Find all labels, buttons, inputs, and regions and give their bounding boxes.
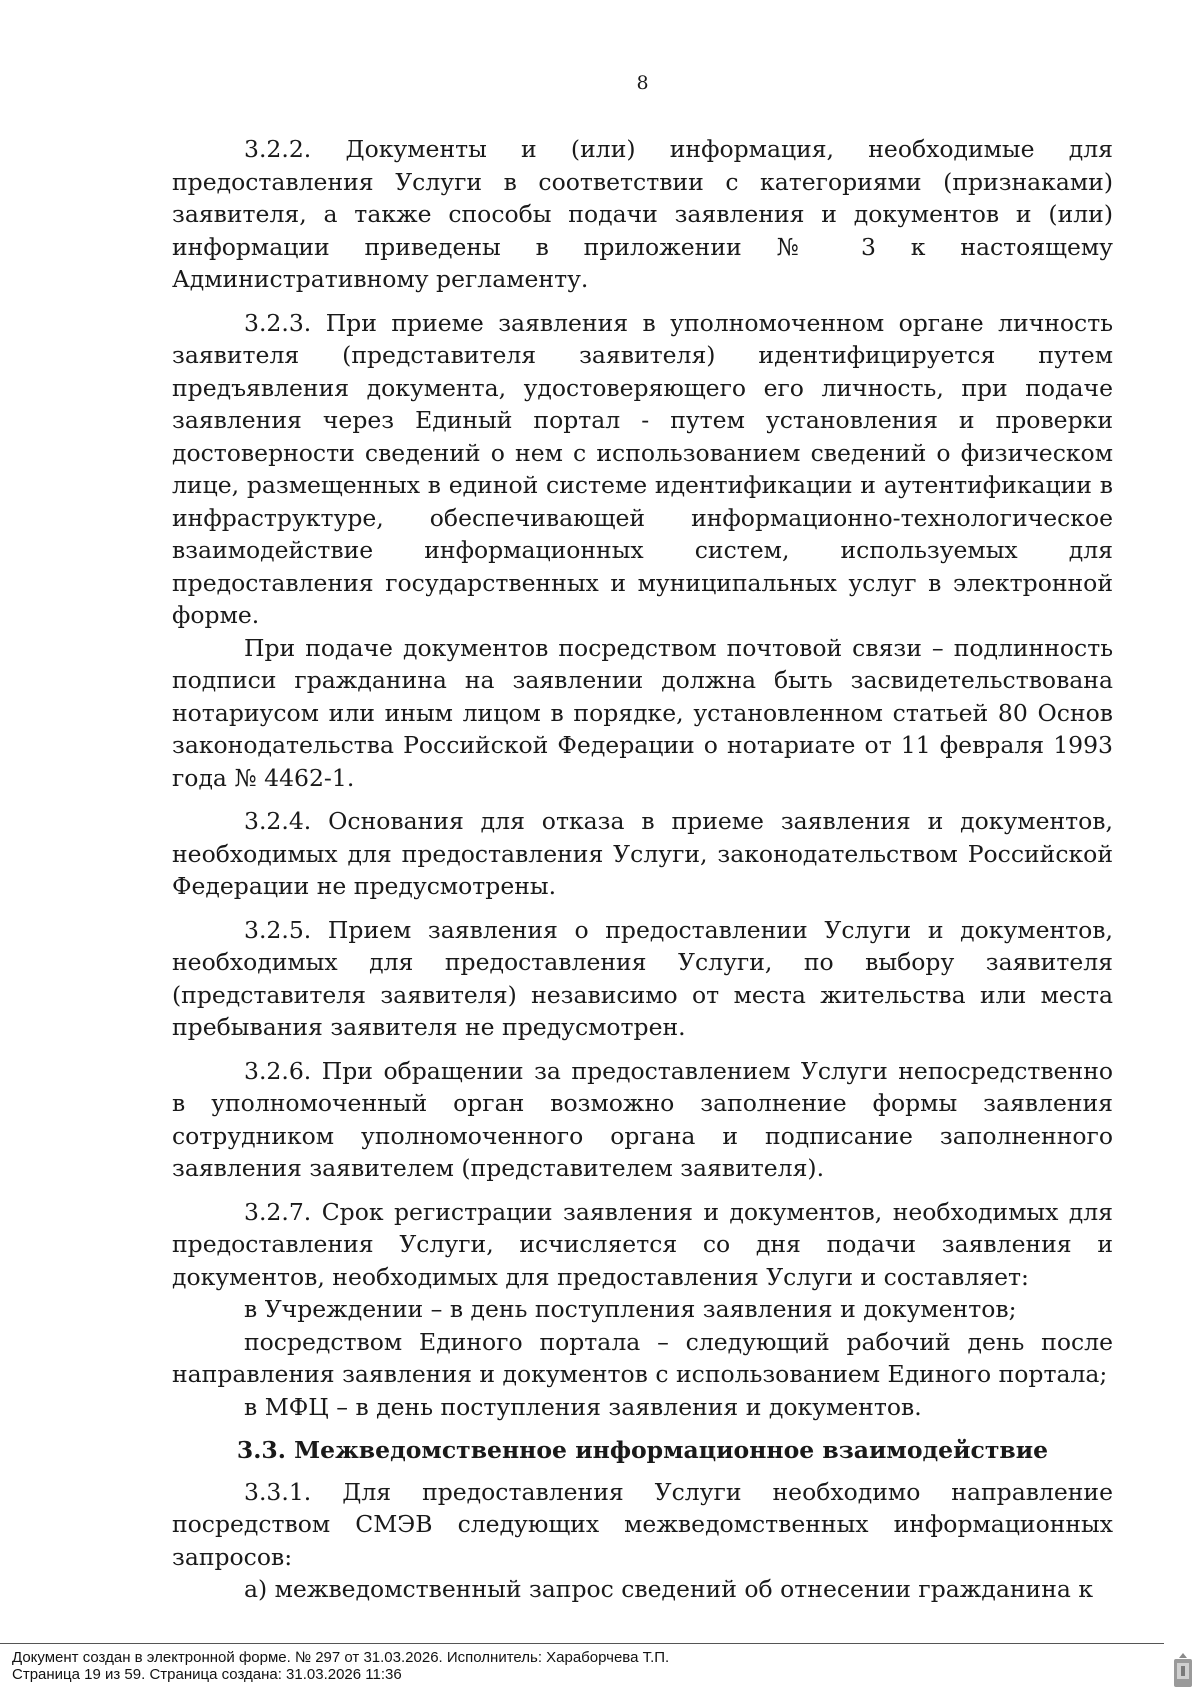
paragraph-3-3-1: 3.3.1. Для предоставления Услуги необходимо направление посредством СМЭВ следующих межведомственных информационных запросов:	[172, 1477, 1113, 1571]
footer-divider	[0, 1643, 1164, 1644]
paragraph-3-2-5: 3.2.5. Прием заявления о предоставлении Услуги и документов, необходимых для предоставления Услуги, по выбору заявителя (представителя заявителя) независимо от места жительства или места пребывания заявителя не предусмотрен.	[172, 915, 1113, 1041]
footer-document-info: Документ создан в электронной форме. № 297 от 31.03.2026. Исполнитель: Хараборчева Т.П.	[12, 1649, 670, 1666]
paragraph-3-2-4: 3.2.4. Основания для отказа в приеме заявления и документов, необходимых для предоставления Услуги, законодательством Российской Федерации не предусмотрены.	[172, 807, 1113, 900]
paragraph-3-2-3: 3.2.3. При приеме заявления в уполномоченном органе личность заявителя (представителя заявителя) идентифицируется путем предъявления документа, удостоверяющего его личность, при подаче заявления через Единый портал - путем установления и проверки достоверности сведений о нем с использованием сведений о физическом лице, размещенных в единой системе идентификации и аутентификации в инфраструктуре, обеспечивающей информационно-технологическое взаимодействие информационных систем, используемых для предоставления государственных и муниципальных услуг в электронной форме.	[172, 308, 1113, 629]
paragraph-3-2-7-institution: в Учреждении – в день поступления заявления и документов;	[244, 1295, 1017, 1323]
paragraph-3-2-7-mfc: в МФЦ – в день поступления заявления и документов.	[244, 1392, 922, 1421]
footer-page-info: Страница 19 из 59. Страница создана: 31.03.2026 11:36	[12, 1666, 402, 1683]
page-number: 8	[636, 72, 649, 94]
coat-of-arms-icon	[1172, 1651, 1194, 1689]
paragraph-3-2-2: 3.2.2. Документы и (или) информация, необходимые для предоставления Услуги в соответствии с категориями (признаками) заявителя, а также способы подачи заявления и документов и (или) информации приведены в приложении № 3 к настоящему Административному регламенту.	[172, 135, 1113, 293]
section-heading-3-3: 3.3. Межведомственное информационное взаимодействие	[236, 1436, 1049, 1464]
document-footer	[12, 1649, 669, 1683]
paragraph-3-3-1-a: а) межведомственный запрос сведений об отнесении гражданина к	[244, 1575, 1094, 1603]
paragraph-3-2-7-portal: посредством Единого портала – следующий рабочий день после направления заявления и документов с использованием Единого портала;	[172, 1327, 1113, 1388]
paragraph-3-2-7: 3.2.7. Срок регистрации заявления и документов, необходимых для предоставления Услуги, исчисляется со дня подачи заявления и документов, необходимых для предоставления Услуги и составляет:	[172, 1197, 1113, 1291]
document-body	[172, 133, 1113, 1606]
paragraph-3-2-6: 3.2.6. При обращении за предоставлением Услуги непосредственно в уполномоченный орган возможно заполнение формы заявления сотрудником уполномоченного органа и подписание заполненного заявления заявителем (представителем заявителя).	[172, 1056, 1113, 1182]
paragraph-postal-submission: При подаче документов посредством почтовой связи – подлинность подписи гражданина на заявлении должна быть засвидетельствована нотариусом или иным лицом в порядке, установленном статьей 80 Основ законодательства Российской Федерации о нотариате от 11 февраля 1993 года № 4462-1.	[172, 633, 1113, 792]
